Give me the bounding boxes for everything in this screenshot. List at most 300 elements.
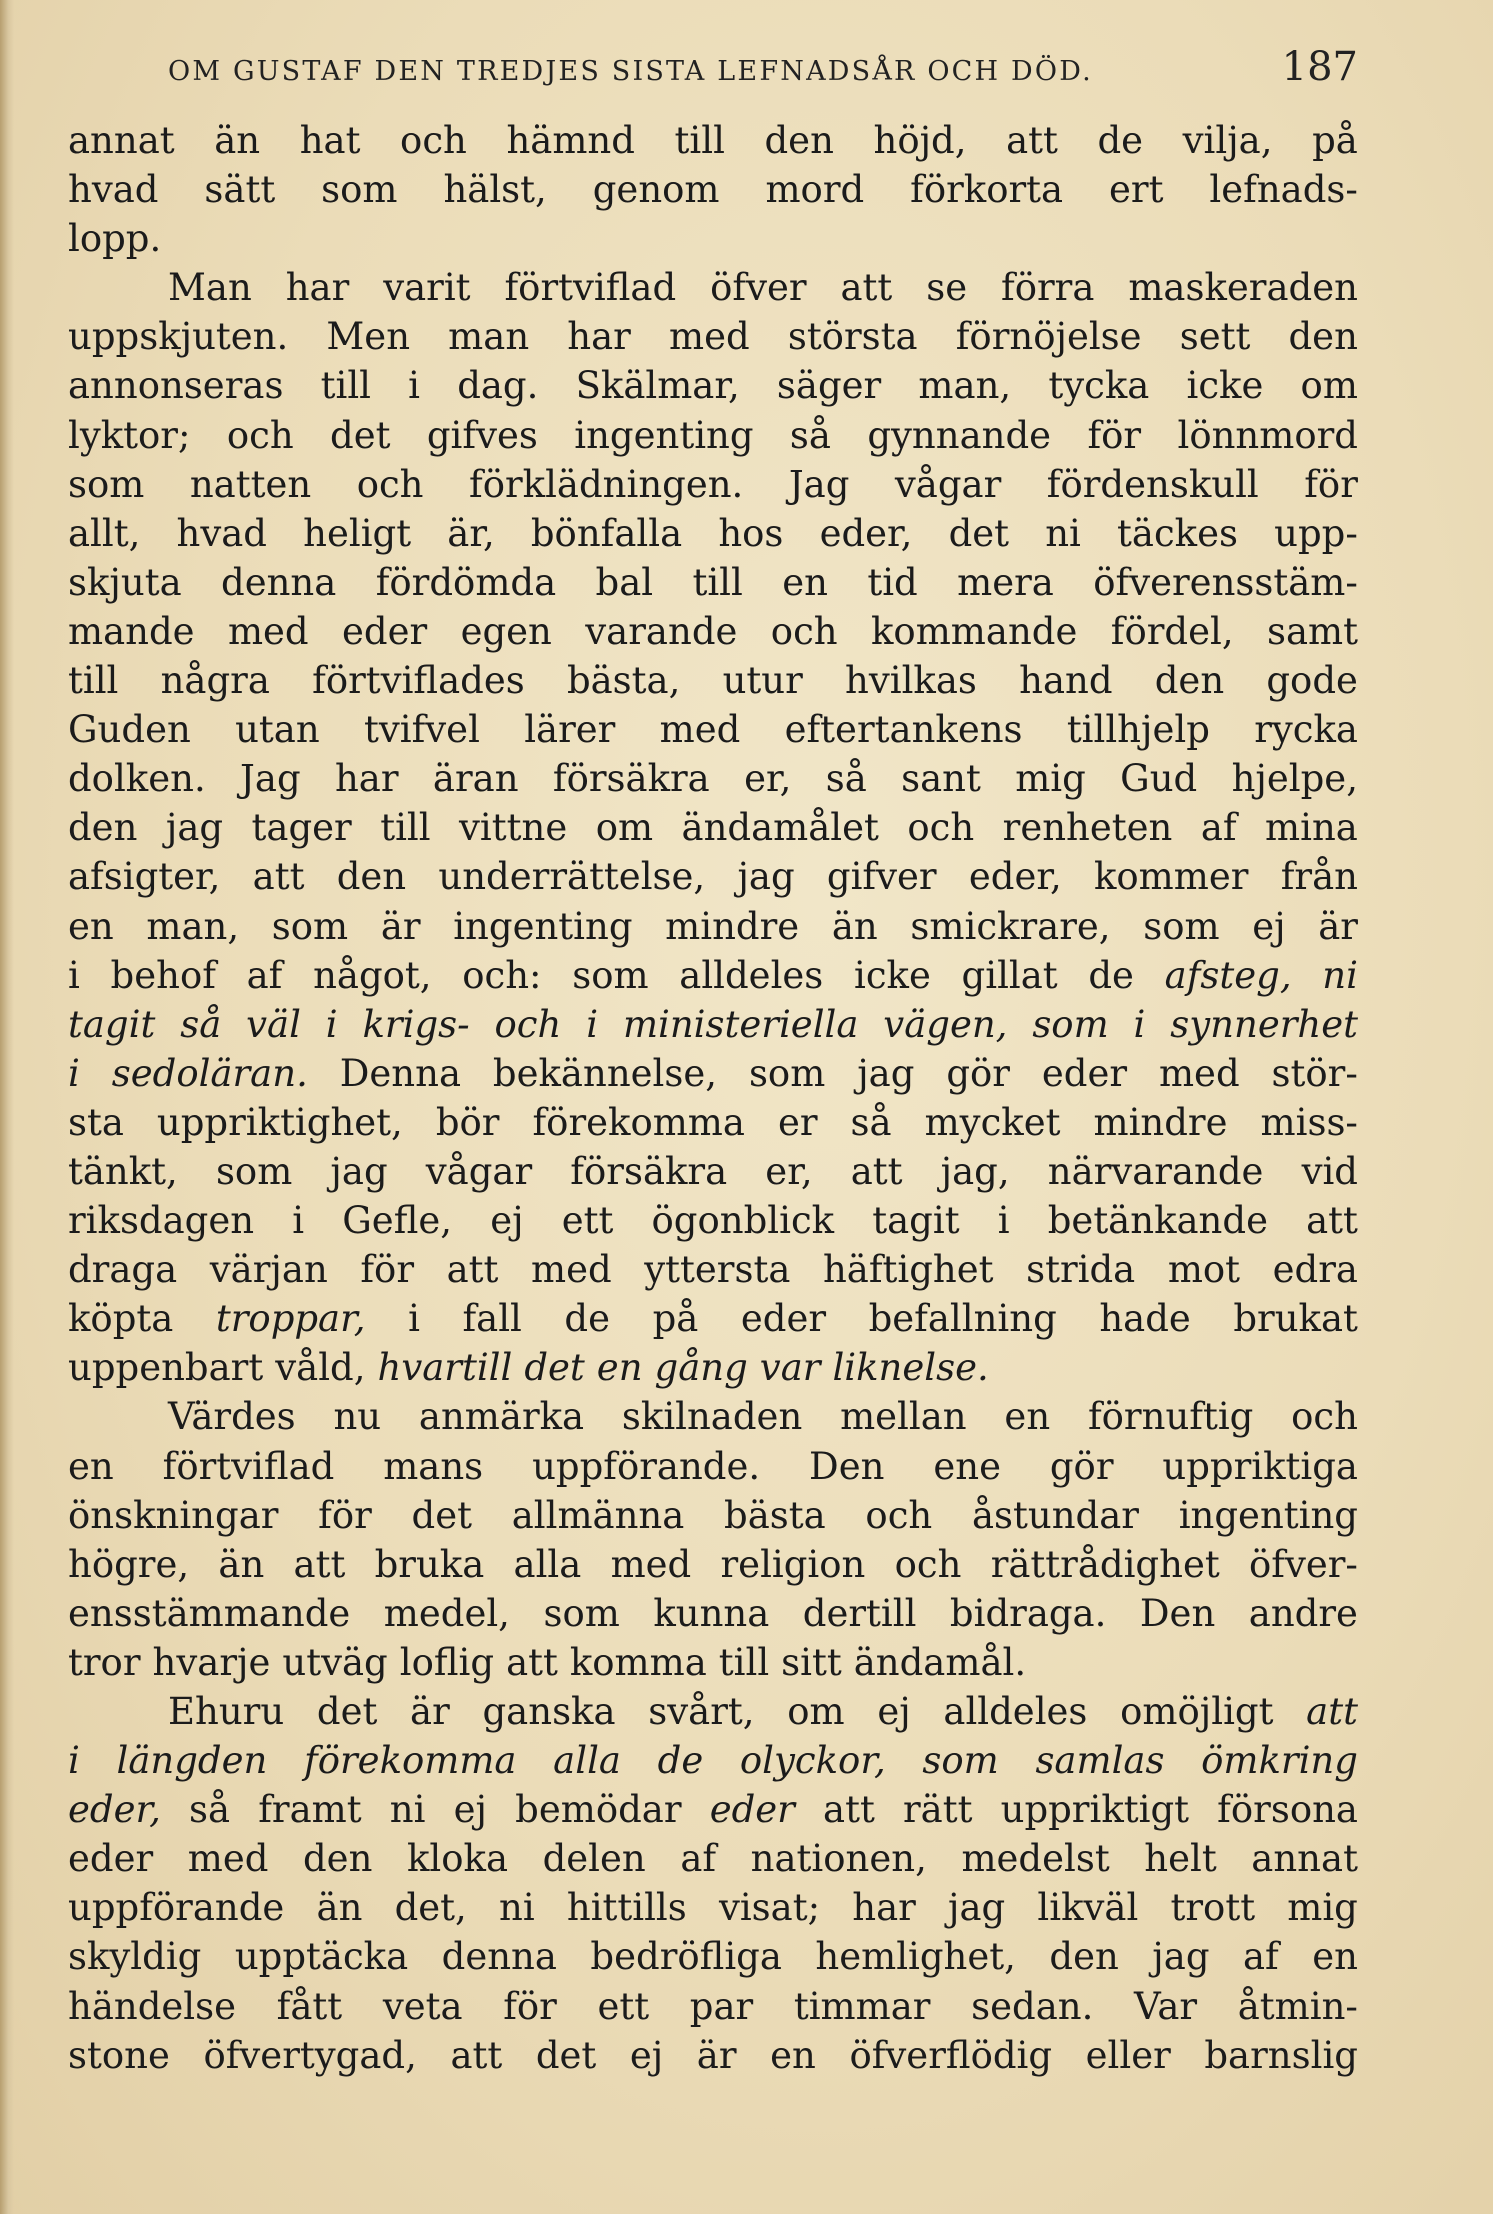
word: höjd, <box>873 119 967 162</box>
text-line <box>68 1245 1358 1294</box>
word: gång <box>654 1346 748 1390</box>
text-line <box>68 1834 1358 1883</box>
word: maskeraden <box>1128 266 1358 310</box>
word: så <box>189 1788 231 1832</box>
word: hat <box>299 119 361 162</box>
word: miss- <box>1260 1100 1358 1144</box>
text-line <box>68 312 1358 361</box>
word: förtviflades <box>312 659 525 703</box>
word: ni <box>499 1886 535 1930</box>
word: är <box>696 2033 737 2077</box>
word: fördömda <box>375 560 557 604</box>
text-line <box>68 1687 1358 1736</box>
word: sant <box>901 757 981 801</box>
word: se <box>926 266 968 310</box>
text-line <box>68 411 1358 460</box>
page-number: 187 <box>1281 44 1358 90</box>
word: dertill <box>802 1591 917 1635</box>
word: med <box>659 708 741 752</box>
word: några <box>160 659 270 703</box>
word: upp- <box>1274 511 1358 555</box>
text-line <box>68 1000 1358 1049</box>
word: den <box>1154 659 1225 703</box>
word: allt, <box>68 511 141 555</box>
word: åtmin- <box>1237 1984 1358 2028</box>
word: gifver <box>826 855 937 899</box>
text-line <box>68 1147 1358 1196</box>
word: hvartill <box>377 1346 513 1390</box>
word: väl <box>246 1002 301 1046</box>
body-text <box>68 116 1358 2080</box>
word: hjelpe, <box>1231 757 1358 801</box>
word: det <box>330 413 391 457</box>
word: ändamålet <box>681 806 879 850</box>
text-line <box>68 754 1358 803</box>
word: som <box>271 904 349 948</box>
word: kunna <box>653 1591 770 1635</box>
word: edra <box>1272 1248 1358 1292</box>
word: som <box>572 953 649 997</box>
word: tillhjelp <box>1066 708 1210 752</box>
word: man, <box>918 364 1012 408</box>
word: hälst, <box>443 168 547 212</box>
word: bekännelse, <box>492 1051 718 1095</box>
word: och <box>770 609 838 653</box>
word: förekomma <box>304 1739 517 1783</box>
word: och <box>907 806 975 850</box>
word: draga <box>68 1248 178 1292</box>
word: de <box>1097 119 1144 162</box>
word: önskningar <box>68 1493 279 1537</box>
text-line <box>68 263 1358 312</box>
word: af <box>1200 806 1237 850</box>
word: som <box>68 462 145 506</box>
word: till <box>674 119 725 162</box>
word: de <box>564 1297 611 1341</box>
word: mig <box>1015 757 1086 801</box>
word: eder <box>740 1297 827 1341</box>
word: förtviflad <box>504 266 677 310</box>
word: ni <box>389 1788 426 1832</box>
word: den <box>764 119 834 162</box>
word: Värdes <box>168 1395 296 1439</box>
text-line <box>68 1049 1358 1098</box>
word: är <box>1318 904 1358 948</box>
word: helt <box>1144 1837 1217 1881</box>
word: annat <box>1251 1837 1358 1881</box>
word: ensstämmande <box>68 1591 351 1635</box>
word: bör <box>435 1100 500 1144</box>
running-head: OM GUSTAF DEN TREDJES SISTA LEFNADSÅR OCH DÖD. <box>168 56 1093 87</box>
word: som <box>1032 1002 1109 1046</box>
word: gör <box>1049 1444 1114 1488</box>
word: ömkring <box>1201 1739 1358 1783</box>
word: eftertankens <box>784 708 1023 752</box>
text-line <box>68 460 1358 509</box>
word: i <box>997 1199 1010 1243</box>
word: en <box>68 904 114 948</box>
word: jag <box>1152 1935 1210 1979</box>
word: ändamål. <box>853 1640 1027 1684</box>
word: riksdagen <box>68 1199 255 1243</box>
word: eder <box>68 1837 154 1881</box>
text-line <box>68 1392 1358 1441</box>
text-line <box>68 1785 1358 1834</box>
word: sta <box>68 1100 124 1144</box>
word: icke <box>1186 364 1264 408</box>
text-line <box>68 1196 1358 1245</box>
word: eller <box>1085 2033 1171 2077</box>
word: med <box>1158 1051 1240 1095</box>
word: vid <box>1301 1149 1358 1193</box>
word: jag <box>165 806 224 850</box>
word: en <box>596 1346 643 1390</box>
word: upptäcka <box>234 1935 409 1979</box>
word: en <box>782 560 828 604</box>
word: med <box>669 315 750 359</box>
word: kommer <box>1093 855 1249 899</box>
word: bedröfliga <box>590 1935 782 1979</box>
text-line <box>68 1883 1358 1932</box>
word: i <box>325 1002 338 1046</box>
word: för <box>360 1248 415 1292</box>
word: utan <box>235 708 320 752</box>
text-line <box>68 803 1358 852</box>
word: eder, <box>819 511 913 555</box>
word: förnöjelse <box>955 315 1142 359</box>
word: rätt <box>902 1788 973 1832</box>
word: fördenskull <box>1046 462 1259 506</box>
word: uppriktighet, <box>156 1100 403 1144</box>
word: bästa <box>724 1493 826 1537</box>
word: afsteg, <box>1164 953 1292 997</box>
word: än <box>831 904 878 948</box>
text-line <box>68 1491 1358 1540</box>
word: så <box>789 413 831 457</box>
word: som <box>922 1739 999 1783</box>
word: ej <box>490 1199 524 1243</box>
word: i <box>1133 1002 1146 1046</box>
word: tycka <box>1048 364 1150 408</box>
word: bästa, <box>566 659 681 703</box>
word: er, <box>744 757 792 801</box>
word: gör <box>946 1051 1010 1095</box>
word: hämnd <box>506 119 635 162</box>
word: jag <box>948 1886 1006 1930</box>
word: ene <box>933 1444 1001 1488</box>
text-line <box>68 558 1358 607</box>
word: Men <box>326 315 411 359</box>
text-line <box>68 1343 1358 1392</box>
word: troppar, <box>215 1297 366 1341</box>
word: visat; <box>718 1886 821 1930</box>
word: natten <box>189 462 312 506</box>
word: varit <box>383 266 471 310</box>
word: mera <box>957 560 1054 604</box>
word: tid <box>867 560 918 604</box>
word: eder <box>709 1788 795 1832</box>
text-line <box>68 361 1358 410</box>
word: Ehuru <box>168 1690 285 1733</box>
word: förtviflad <box>162 1444 335 1488</box>
word: delen <box>542 1837 646 1881</box>
word: uppskjuten. <box>68 315 289 359</box>
word: och <box>226 413 294 457</box>
word: i <box>68 1739 80 1783</box>
word: komma <box>569 1640 707 1684</box>
word: behof <box>110 953 216 997</box>
word: befallning <box>868 1297 1057 1341</box>
text-line <box>68 656 1358 705</box>
word: tagit <box>68 1002 156 1046</box>
word: heligt <box>303 511 412 555</box>
word: förnuftig <box>1087 1395 1254 1439</box>
word: framt <box>258 1788 362 1832</box>
word: att <box>450 2033 503 2077</box>
word: tror <box>68 1640 141 1684</box>
text-line <box>68 852 1358 901</box>
word: högre, <box>68 1542 190 1586</box>
word: Man <box>168 266 252 310</box>
word: stone <box>68 2033 170 2077</box>
text-line <box>68 1736 1358 1785</box>
word: sett <box>1179 315 1251 359</box>
word: om <box>1300 364 1358 408</box>
word: anmärka <box>418 1395 585 1439</box>
word: för <box>1087 413 1142 457</box>
word: och: <box>462 953 542 997</box>
word: än <box>214 119 261 162</box>
word: Gud <box>1120 757 1198 801</box>
word: alla <box>513 1542 582 1586</box>
word: man <box>448 315 530 359</box>
text-line <box>68 165 1358 214</box>
spine-shadow <box>0 0 14 2214</box>
word: ej <box>453 1788 487 1832</box>
word: nationen, <box>750 1837 927 1881</box>
word: uppenbart <box>68 1346 264 1390</box>
word: med <box>227 609 309 653</box>
word: som <box>215 1149 293 1193</box>
word: eder <box>1041 1051 1128 1095</box>
word: försäkra <box>570 1149 728 1193</box>
word: ni <box>1322 953 1358 997</box>
word: de <box>657 1739 704 1783</box>
word: vittne <box>459 806 568 850</box>
word: den <box>303 1837 373 1881</box>
text-line <box>68 116 1358 165</box>
text-line <box>68 902 1358 951</box>
word: rättrådighet <box>990 1542 1220 1586</box>
word: mina <box>1265 806 1358 850</box>
word: mord <box>765 168 865 212</box>
word: det <box>524 1346 585 1390</box>
word: och <box>356 462 424 506</box>
word: äran <box>432 757 519 801</box>
word: veta <box>382 1984 463 2028</box>
word: som <box>321 168 398 212</box>
word: största <box>787 315 918 359</box>
word: Denna <box>339 1051 462 1095</box>
word: ert <box>1109 168 1164 212</box>
word: allmänna <box>511 1493 685 1537</box>
word: renheten <box>1002 806 1173 850</box>
text-line <box>68 509 1358 558</box>
word: varande <box>585 609 738 653</box>
word: att <box>1306 1690 1358 1733</box>
word: af <box>1242 1935 1279 1979</box>
word: er, <box>765 1149 813 1193</box>
word: Guden <box>68 708 191 752</box>
word: till <box>68 659 119 703</box>
word: ingenting <box>1178 1493 1358 1537</box>
word: lyktor; <box>68 413 191 457</box>
word: vägen, <box>883 1002 1008 1046</box>
word: Var <box>1134 1984 1198 2028</box>
word: timmar <box>793 1984 931 2028</box>
word: sedan. <box>971 1984 1094 2028</box>
word: sätt <box>204 168 276 212</box>
word: Jag <box>240 757 301 801</box>
word: denna <box>221 560 337 604</box>
word: utur <box>722 659 803 703</box>
word: alldeles <box>679 953 824 997</box>
word: samt <box>1266 609 1358 653</box>
word: att <box>1306 1199 1358 1243</box>
word: gynnande <box>867 413 1052 457</box>
word: gode <box>1266 659 1358 703</box>
word: mot <box>1167 1248 1241 1292</box>
word: som <box>748 1051 826 1095</box>
word: för <box>1304 462 1358 506</box>
word: fall <box>462 1297 522 1341</box>
word: i <box>292 1199 305 1243</box>
word: annonseras <box>68 364 284 408</box>
word: af <box>246 953 283 997</box>
word: fått <box>276 1984 343 2028</box>
word: om <box>787 1690 845 1733</box>
word: förkorta <box>910 168 1064 212</box>
word: tager <box>251 806 352 850</box>
word: uppriktiga <box>1162 1444 1358 1488</box>
word: att <box>293 1542 346 1586</box>
word: likväl <box>1037 1886 1139 1930</box>
word: medelst <box>961 1837 1110 1881</box>
word: bidraga. <box>949 1591 1107 1635</box>
word: hvad <box>68 168 159 212</box>
word: har <box>852 1886 916 1930</box>
word: par <box>689 1984 754 2028</box>
word: om <box>595 806 654 850</box>
word: jag <box>857 1051 915 1095</box>
word: jag <box>737 855 795 899</box>
word: och <box>400 119 467 162</box>
word: ingenting <box>453 904 633 948</box>
word: försona <box>1217 1788 1358 1832</box>
word: är <box>410 1690 450 1733</box>
word: i <box>68 1051 80 1095</box>
word: de <box>1088 953 1134 997</box>
word: längden <box>116 1739 268 1783</box>
word: sedoläran. <box>111 1051 308 1095</box>
word: att <box>506 1640 558 1684</box>
word: eder, <box>68 1788 161 1832</box>
word: icke <box>853 953 931 997</box>
word: jag <box>330 1149 388 1193</box>
word: skjuta <box>68 560 182 604</box>
word: lefnads- <box>1209 168 1358 212</box>
word: brukat <box>1233 1297 1358 1341</box>
word: en <box>1312 1935 1358 1979</box>
word: att <box>850 1149 903 1193</box>
word: det, <box>394 1886 467 1930</box>
text-line <box>68 1589 1358 1638</box>
word: den <box>68 806 138 850</box>
word: smickrare, <box>910 904 1111 948</box>
text-line <box>68 1932 1358 1981</box>
word: häftighet <box>822 1248 994 1292</box>
text-line <box>68 705 1358 754</box>
text-line <box>68 1442 1358 1491</box>
word: den <box>1049 1935 1119 1979</box>
word: som <box>543 1591 620 1635</box>
word: att <box>252 855 305 899</box>
word: kloka <box>407 1837 509 1881</box>
word: än <box>218 1542 265 1586</box>
word: det <box>535 2033 597 2077</box>
word: för <box>503 1984 557 2028</box>
word: med <box>610 1542 692 1586</box>
word: öfver <box>710 266 807 310</box>
word: bal <box>595 560 654 604</box>
word: hemlighet, <box>815 1935 1016 1979</box>
word: att <box>823 1788 875 1832</box>
word: andre <box>1248 1591 1358 1635</box>
word: har <box>334 757 399 801</box>
word: eder, <box>968 855 1062 899</box>
word: hittills <box>566 1886 687 1930</box>
word: täckes <box>1117 511 1238 555</box>
word: i <box>408 364 421 408</box>
word: har <box>285 266 350 310</box>
word: skilnaden <box>621 1395 803 1439</box>
word: till <box>718 1640 770 1684</box>
word: har <box>567 315 631 359</box>
word: samlas <box>1035 1739 1165 1783</box>
word: ett <box>597 1984 650 2028</box>
word: tvifvel <box>363 708 480 752</box>
word: eder <box>342 609 428 653</box>
word: med <box>187 1837 269 1881</box>
word: mig <box>1287 1886 1358 1930</box>
word: öfverensstäm- <box>1093 560 1358 604</box>
word: mindre <box>665 904 800 948</box>
word: från <box>1280 855 1358 899</box>
word: strida <box>1026 1248 1136 1292</box>
word: mans <box>383 1444 484 1488</box>
word: er <box>777 1100 818 1144</box>
word: hos <box>718 511 784 555</box>
text-line <box>68 1638 1358 1687</box>
word: omöjligt <box>1120 1690 1274 1733</box>
word: uppförande. <box>532 1444 761 1488</box>
word: dag. <box>457 364 539 408</box>
word: medel, <box>383 1591 510 1635</box>
word: hvilkas <box>845 659 977 703</box>
word: hvarje <box>152 1640 271 1684</box>
word: stör- <box>1271 1051 1358 1095</box>
word: säger <box>776 364 882 408</box>
